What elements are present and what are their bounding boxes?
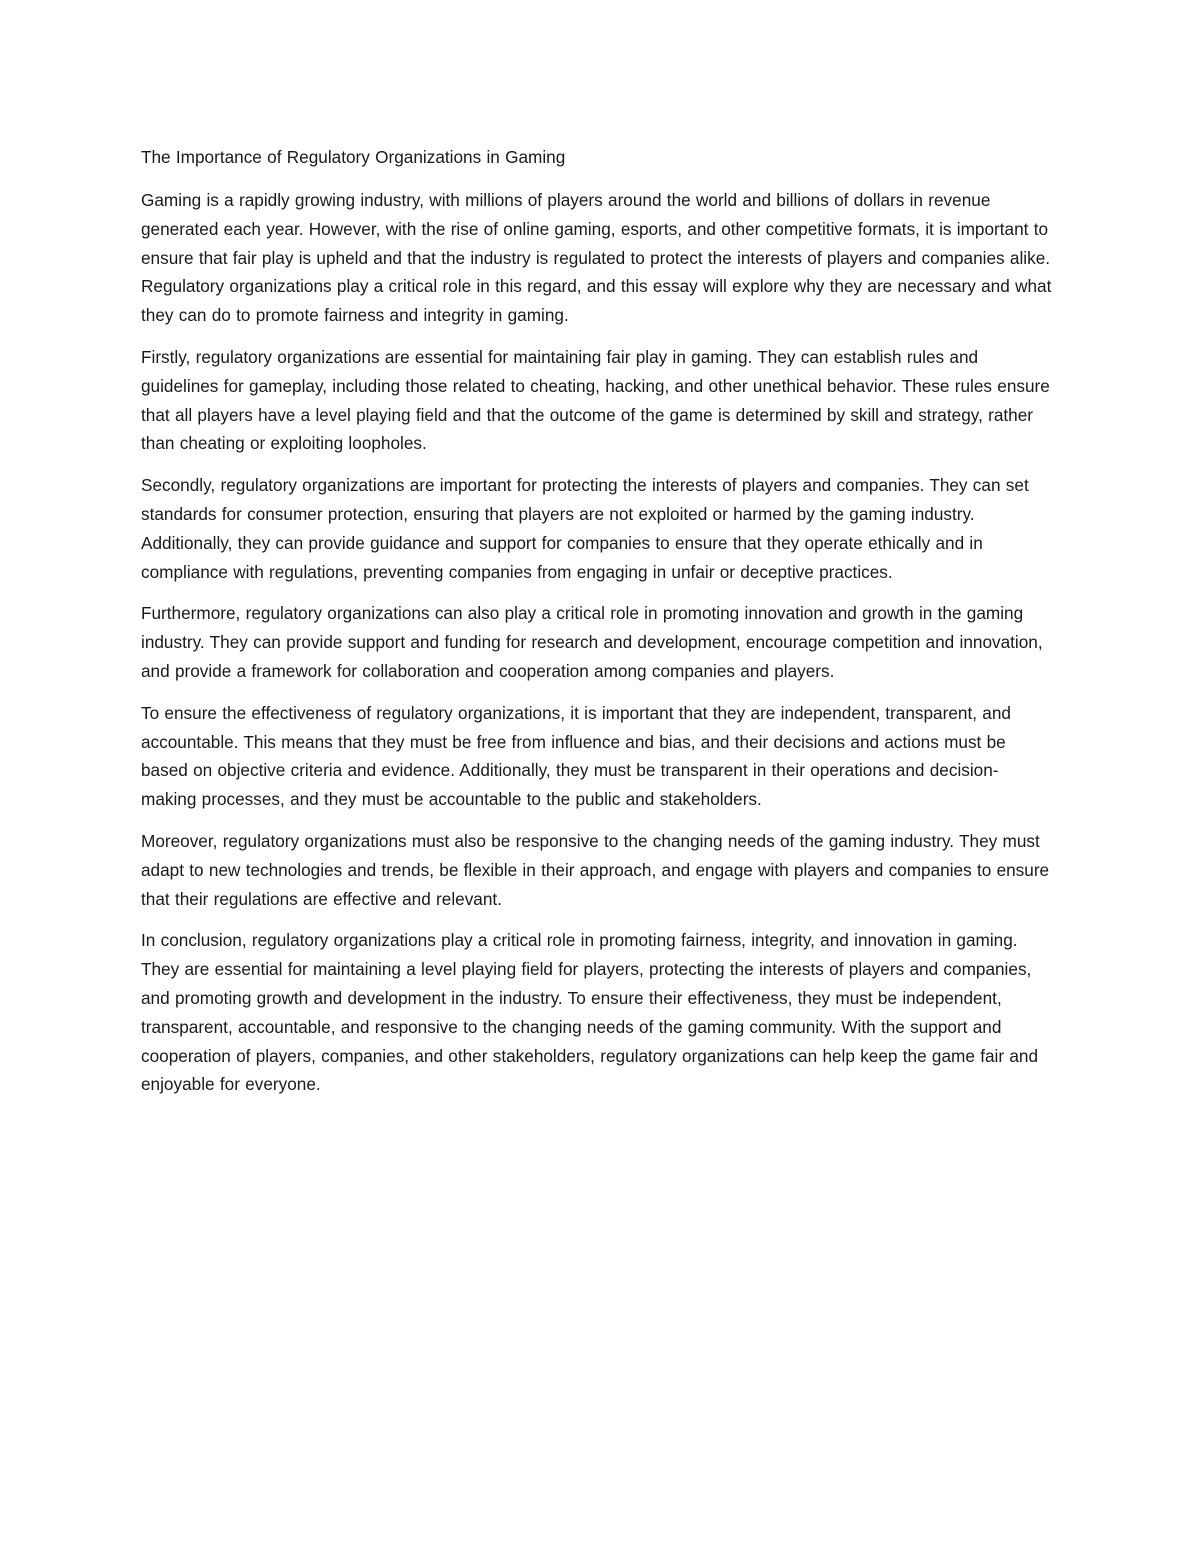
paragraph-responsiveness: Moreover, regulatory organizations must also be responsive to the changing needs of the gaming industry. They must adapt to new technologies and trends, be flexible in their approach, and engage with players and companies to ensure that their regulations are effective and relevant. (141, 830, 1050, 909)
paragraph-fair-play: Firstly, regulatory organizations are essential for maintaining fair play in gaming. They can establish rules and guidelines for gameplay, including those related to cheating, hacking, and other unethical behavior. These rules ensure that all players have a level playing field and that the outcome of the game is determined by skill and strategy, rather than cheating or exploiting loopholes. (141, 346, 1050, 454)
document-title: The Importance of Regulatory Organizations in Gaming (141, 147, 566, 167)
paragraph-introduction: Gaming is a rapidly growing industry, with millions of players around the world and billions of dollars in revenue generated each year. However, with the rise of online gaming, esports, and other competitive formats, it is important to ensure that fair play is upheld and that the industry is regulated to protect the interests of players and companies alike. Regulatory organizations play a critical role in this regard, and this essay will explore why they are necessary and what they can do to promote fairness and integrity in gaming. (141, 190, 1052, 326)
paragraph-innovation: Furthermore, regulatory organizations can also play a critical role in promoting innovation and growth in the gaming industry. They can provide support and funding for research and development, encourage competition and innovation, and provide a framework for collaboration and cooperation among companies and players. (141, 603, 1043, 681)
paragraph-conclusion: In conclusion, regulatory organizations play a critical role in promoting fairness, integrity, and innovation in gaming. They are essential for maintaining a level playing field for players, protecting the interests of players and companies, and promoting growth and development in the industry. To ensure their effectiveness, they must be independent, transparent, accountable, and responsive to the changing needs of the gaming community. With the support and cooperation of players, companies, and other stakeholders, regulatory organizations can help keep the game fair and enjoyable for everyone. (141, 930, 1039, 1095)
paragraph-protecting-interests: Secondly, regulatory organizations are important for protecting the interests of players and companies. They can set standards for consumer protection, ensuring that players are not exploited or harmed by the gaming industry. Additionally, they can provide guidance and support for companies to ensure that they operate ethically and in compliance with regulations, preventing companies from engaging in unfair or deceptive practices. (141, 475, 1029, 582)
paragraph-effectiveness: To ensure the effectiveness of regulatory organizations, it is important that they are independent, transparent, and accountable. This means that they must be free from influence and bias, and their decisions and actions must be based on objective criteria and evidence. Additionally, they must be transparent in their operations and decision-making processes, and they must be accountable to the public and stakeholders. (141, 702, 1011, 810)
